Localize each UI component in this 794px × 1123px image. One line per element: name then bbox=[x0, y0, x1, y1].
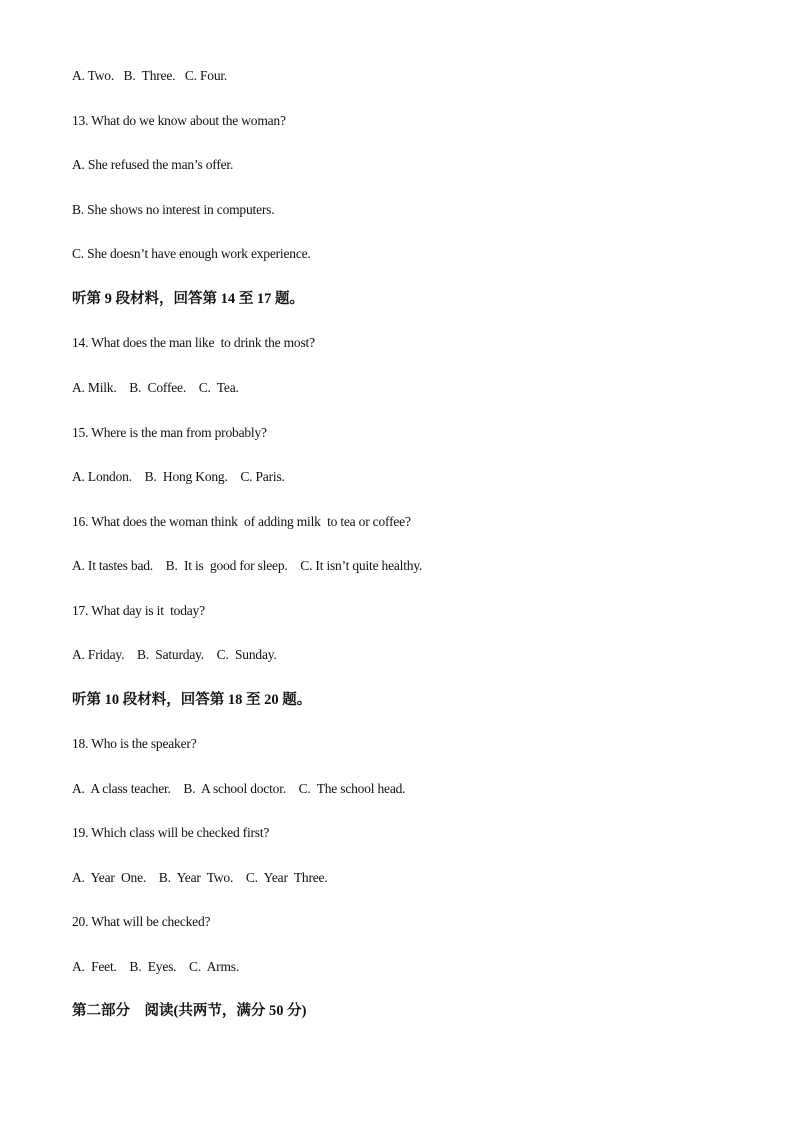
q19-question: 19. Which class will be checked first? bbox=[72, 825, 270, 840]
q13-option-b: B. She shows no interest in computers. bbox=[72, 202, 275, 217]
part-two-heading: 第二部分 阅读(共两节，满分 50 分) bbox=[72, 1003, 307, 1019]
q14-question: 14. What does the man like to drink the most? bbox=[72, 335, 315, 350]
q15-options: A. London. B. Hong Kong. C. Paris. bbox=[72, 469, 285, 484]
q17-question: 17. What day is it today? bbox=[72, 603, 205, 618]
q18-question: 18. Who is the speaker? bbox=[72, 736, 197, 751]
q13-option-c: C. She doesn’t have enough work experience. bbox=[72, 246, 311, 261]
q13-question: 13. What do we know about the woman? bbox=[72, 113, 286, 128]
q16-options: A. It tastes bad. B. It is good for sleep. C. It isn’t quite healthy. bbox=[72, 558, 423, 573]
q12-options: A. Two. B. Three. C. Four. bbox=[72, 68, 228, 83]
q13-option-a: A. She refused the man’s offer. bbox=[72, 157, 234, 172]
section-heading-material-10: 听第 10 段材料，回答第 18 至 20 题。 bbox=[72, 692, 312, 708]
q20-options: A. Feet. B. Eyes. C. Arms. bbox=[72, 959, 239, 974]
q17-options: A. Friday. B. Saturday. C. Sunday. bbox=[72, 647, 277, 662]
q18-options: A. A class teacher. B. A school doctor. C. The school head. bbox=[72, 781, 406, 796]
q20-question: 20. What will be checked? bbox=[72, 914, 211, 929]
q16-question: 16. What does the woman think of adding milk to tea or coffee? bbox=[72, 514, 411, 529]
q19-options: A. Year One. B. Year Two. C. Year Three. bbox=[72, 870, 328, 885]
q14-options: A. Milk. B. Coffee. C. Tea. bbox=[72, 380, 239, 395]
q15-question: 15. Where is the man from probably? bbox=[72, 425, 267, 440]
section-heading-material-9: 听第 9 段材料，回答第 14 至 17 题。 bbox=[72, 291, 304, 307]
